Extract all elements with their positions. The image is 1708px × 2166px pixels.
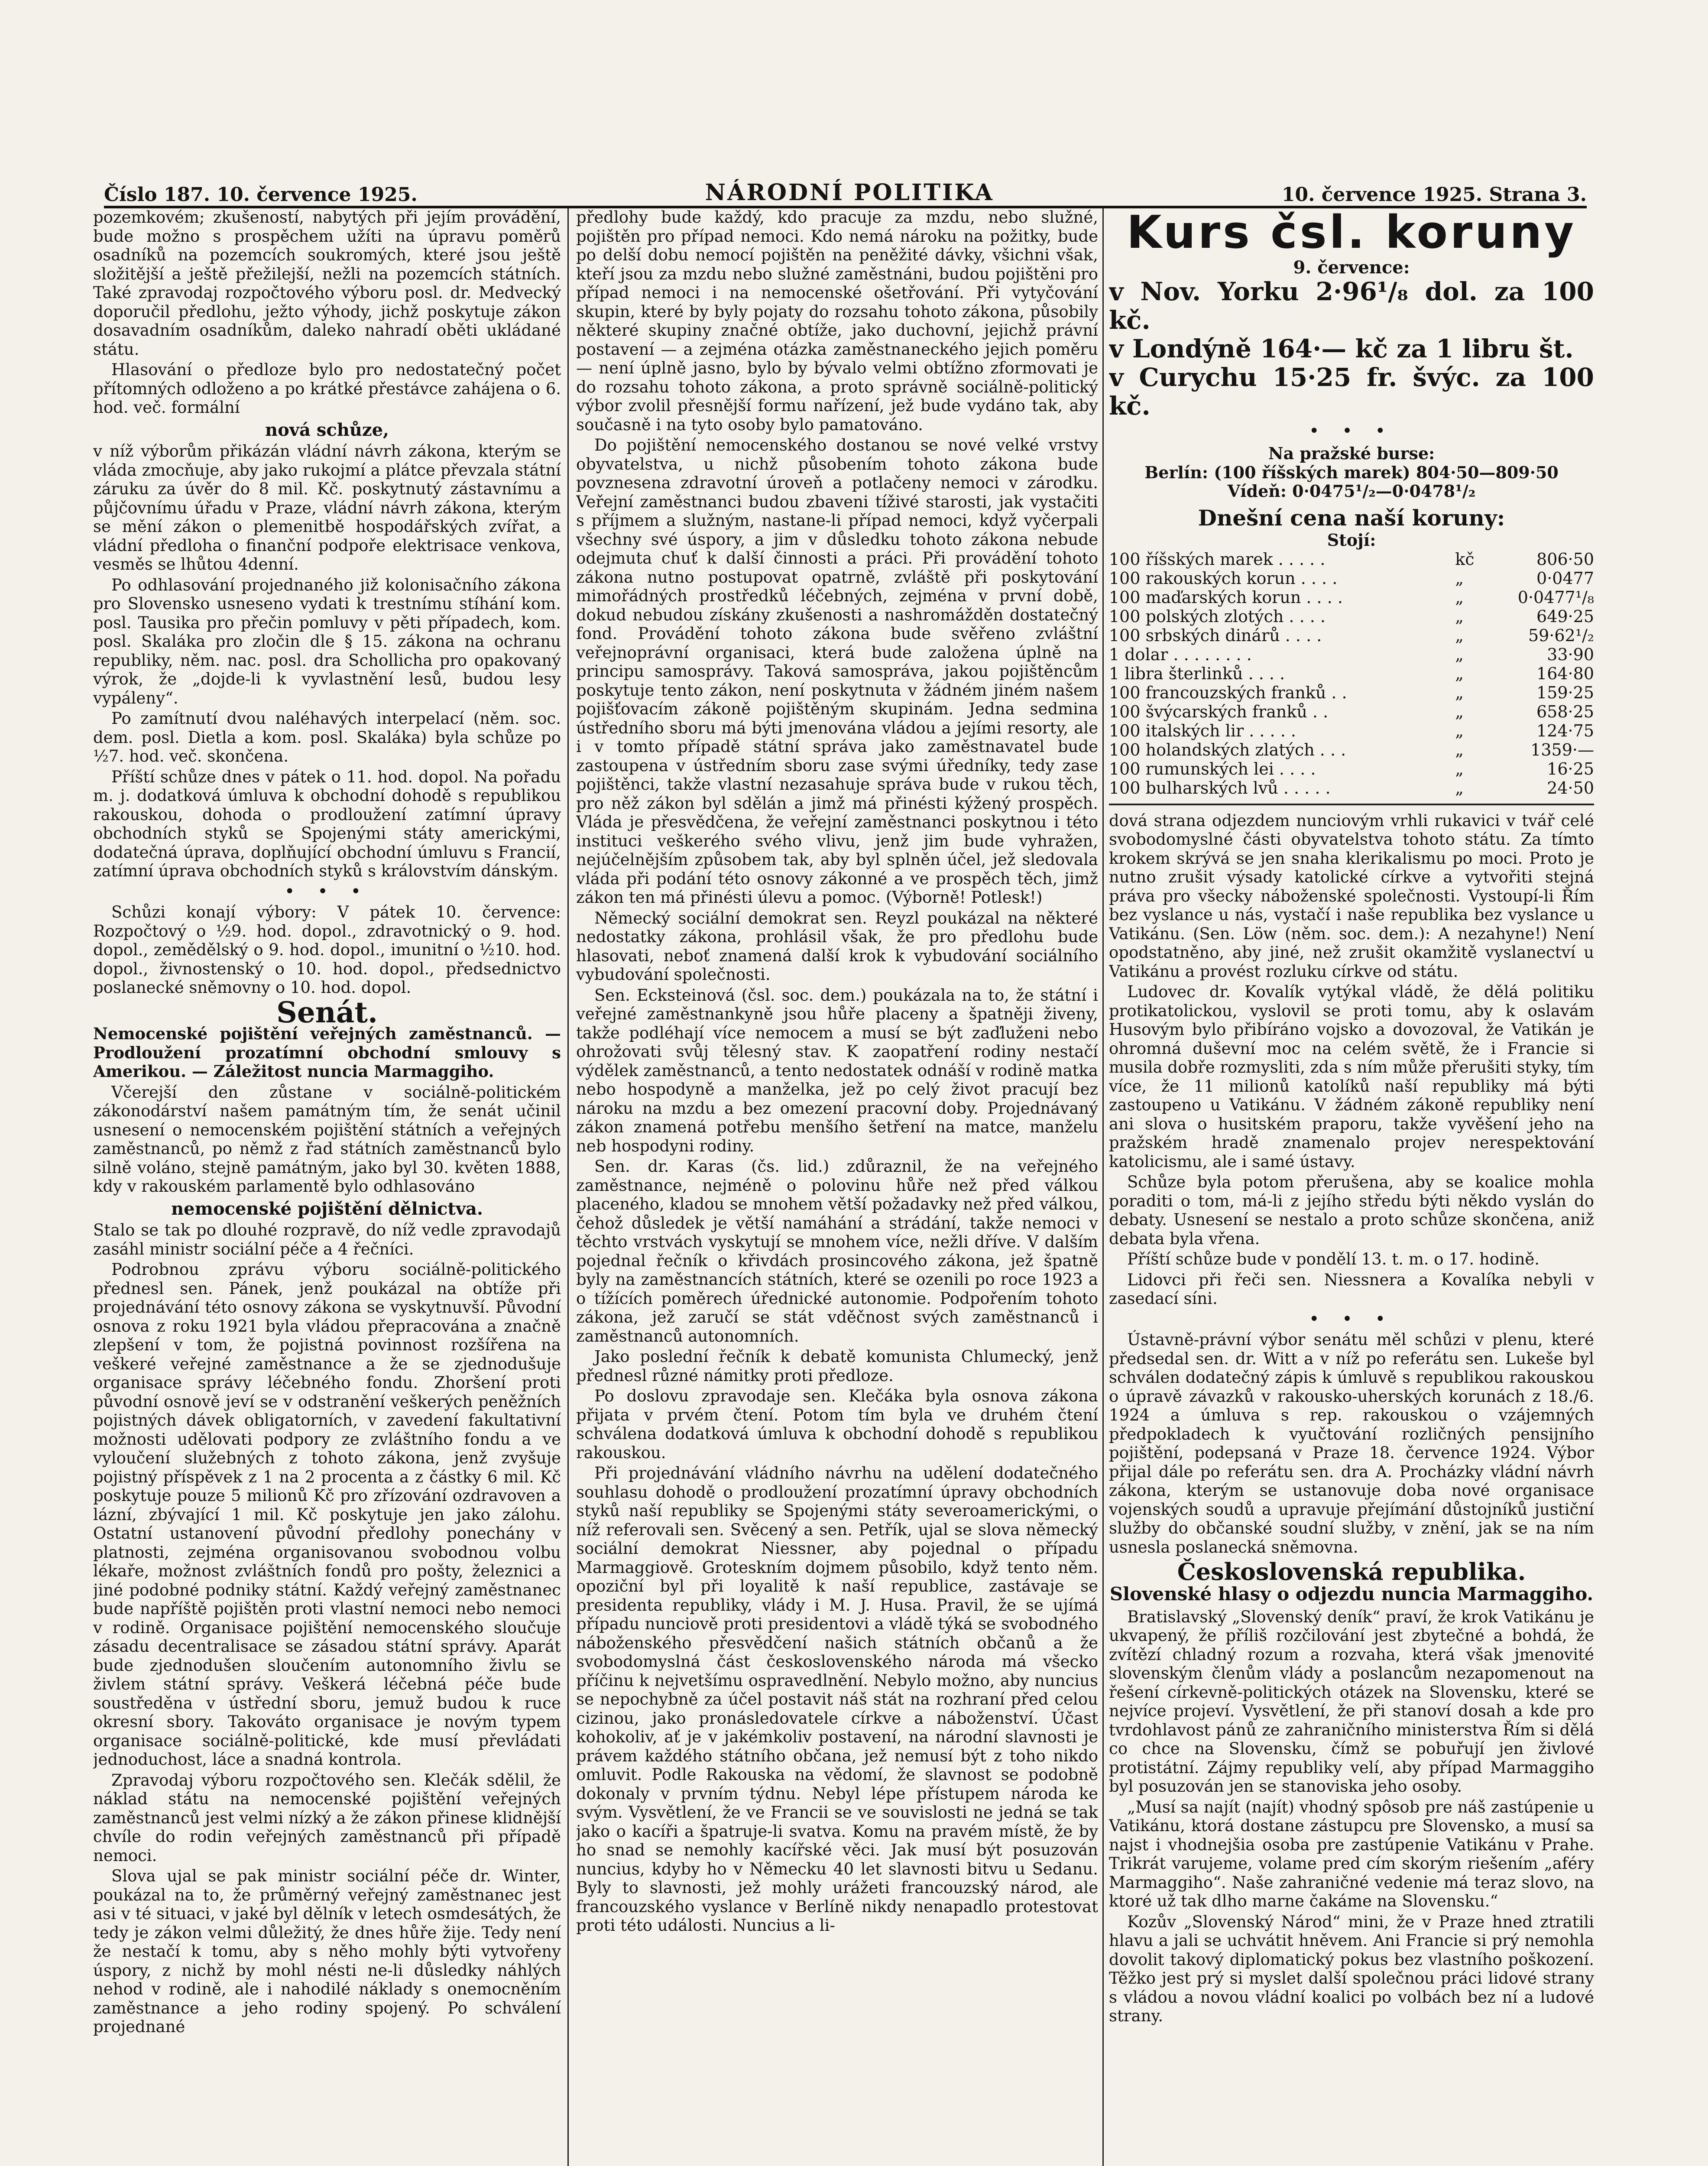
- currency-rate-table: [1109, 550, 1594, 798]
- rate-london: v Londýně 164·— kč za 1 libru št.: [1109, 334, 1574, 363]
- table-row: 100 polských zlotých . . . . „ 649·25: [1109, 606, 1594, 626]
- column-divider: [1102, 208, 1104, 2166]
- paragraph: Německý sociální demokrat sen. Reyzl poukázal na některé nedostatky zákona, prohlásil však, že pro předlohu bude hlasovati, neboť znamená další krok k vybudování sociálního vybudování společnosti.: [576, 908, 1098, 984]
- table-row: 100 bulharských lvů . . . . . „ 24·50: [1109, 778, 1594, 798]
- page-number: 10. července 1925. Strana 3.: [1281, 184, 1587, 206]
- burse-heading: Na pražské burse:: [1268, 444, 1435, 463]
- paragraph: Příští schůze dnes v pátek o 11. hod. dopol. Na pořadu m. j. dodatková úmluva k obchodní dohodě s republikou rakouskou, dohoda o prodloužení zatímní úpravy obchodních styků se Spojenými státy americkými, dodatečná úprava, doplňující obchodní úmluvu s Francií, zatímní úprava obchodních styků s královstvím dánským.: [93, 767, 561, 880]
- paragraph: Ludovec dr. Kovalík vytýkal vládě, že dělá politiku protikatolickou, vyslovil se proti tomu, aby k oslavám Husovým bylo přibíráno vojsko a dovozoval, že Vatikán je ohromná duševní moc na celém světě, že i Francie si musila dobře rozmysliti, zda s ním může přerušiti styky, tím více, že 11 milionů katolíků naší republiky má býti zastoupeno u Vatikánu. V žádném zákoně republiky není ani slova o husitském praporu, takže vyvěšení jeho na pražském hradě znamenalo projev nerespektování katolicismu, ale i samé ústavy.: [1109, 982, 1594, 1171]
- paragraph: dová strana odjezdem nunciovým vrhli rukavici v tvář celé svobodomyslné části obyvatelstva tohoto státu. Za tímto krokem skrývá se jen snaha klerikalismu po moci. Proto je nutno zrušit výsady katolické církve a vytvořiti stejná práva pro všecky náboženské společnosti. Vystoupí-li Řím bez vyslance u nás, vystačí i naše republika bez vyslance u Vatikánu. (Sen. Löw (něm. soc. dem.): A nezahyne!) Není opodstatněno, aby jiné, než zrušit okamžitě vyslanectví u Vatikánu a provést rozluku církve od státu.: [1109, 811, 1594, 981]
- today-price-heading: Dnešní cena naší koruny:: [1198, 505, 1505, 531]
- article-headline: Slovenské hlasy o odjezdu nuncia Marmaggiho.: [1109, 1583, 1594, 1605]
- paragraph: Kozův „Slovenský Národ“ mini, že v Praze hned ztratili hlavu a jali se uchvátit hněvem. Ani Francie si prý nemohla dovolit takový diplomatický pokus bez vlastního poškození. Těžko jest prý si myslet další společnou práci lidové strany s vládou a novou vládní koalici po volbách bez ní a ludové strany.: [1109, 1912, 1594, 2025]
- column-1: [93, 208, 561, 2166]
- paragraph: Lidovci při řeči sen. Niessnera a Kovalíka nebyli v zasedací síni.: [1109, 1270, 1594, 1308]
- column-2: [576, 208, 1098, 2166]
- exchange-rate-title: Kurs čsl. koruny: [1126, 208, 1577, 259]
- paragraph: Podrobnou zprávu výboru sociálně-politického přednesl sen. Pánek, jenž poukázal na obtíže při projednávání této osnovy zákona se vyskytnuvší. Původní osnova z roku 1921 byla vládou přepracována a značně zlepšení v tom, že pojistná povinnost rozšířena na veškeré veřejné zaměstnance a že se zjednodušuje organisace správy léčebného fondu. Zhoršení proti původní osnově jeví se v odstranění veškerých peněžních pojistných dávek obligatorních, v zavedení fakultativní možnosti udělovati podpory ze zvláštního fondu a ve vyloučení služebných z tohoto zákona, jenž zvyšuje pojistný příspěvek z 1 na 2 procenta a z částky 6 mil. Kč poskytuje pouze 5 milionů Kč pro zřízování ozdravoven a lázní, zbývající 1 mil. Kč poskytuje jen jako zálohu. Ostatní ustanovení původní předlohy ponechány v platnosti, zejména organisovanou svobodnou volbu lékaře, možnost zvláštních fondů pro pošty, železnici a jiné podobné podniky státní. Každý veřejný zaměstnanec bude napříště pojištěn proti vlastní nemoci nebo nemoci v rodině. Organisace pojištění nemocenského sloučuje zásadu decentralisace se zásadou státní správy. Aparát bude zjednodušen sloučením autonomního živlu se živlem státní správy. Veškerá léčebná péče bude soustředěna v ústřední sboru, jemuž budou k ruce okresní sbory. Takováto organisace je novým typem organisace sociálně-politické, kde musí převládati jednoduchost, láce a snadná kontrola.: [93, 1260, 561, 1769]
- paragraph: předlohy bude každý, kdo pracuje za mzdu, nebo služné, pojištěn pro případ nemoci. Kdo nemá nároku na požitky, bude po delší dobu nemocí pojištěn na peněžité dávky, všichni však, kteří jsou za mzdu nebo služné zaměstnáni, budou pojištěni pro případ nemoci i na nemocenské ošetřování. Při vytyčování skupin, které by byly pojaty do rozsahu tohoto zákona, působily některé skupiny značné obtíže, jako duchovní, jejichž právní postavení — a zejména otázka zaměstnaneckého jejich poměru — není úplně jasno, bylo by bývalo velmi obtížno zformovati je do rozsahu tohoto zákona, a proto správně sociálně-politický výbor zvolil přesnější formu nařízení, jež bude vydáno tak, aby současně i na tyto osoby bylo pamatováno.: [576, 208, 1098, 434]
- paragraph: Po odhlasování projednaného již kolonisačního zákona pro Slovensko usneseno vydati k trestnímu stíhání kom. posl. Tausika pro přečin pomluvy v pěti případech, kom. posl. Skaláka pro zločin dle § 15. zákona na ochranu republiky, něm. nac. posl. dra Schollicha pro opakovaný výrok, že „dojde-li k vyvlastnění lesů, budou lesy vypáleny“.: [93, 575, 561, 707]
- masthead: [104, 167, 1587, 208]
- burse-vienna: Vídeň: 0·0475¹/₂—0·0478¹/₂: [1227, 481, 1476, 501]
- table-row: 100 holandských zlatých . . . „ 1359·—: [1109, 740, 1594, 759]
- paragraph: Včerejší den zůstane v sociálně-politickém zákonodárství našem památným tím, že senát učinil usnesení o nemocenském pojištění státních a veřejných zaměstnanců, po němž z řad státních zaměstnanců bylo silně voláno, stejně památným, jako byl 30. květen 1888, kdy v rakouském parlamentě bylo odhlasováno: [93, 1083, 561, 1196]
- newspaper-title: NÁRODNÍ POLITIKA: [705, 179, 994, 206]
- rate-new-york: v Nov. Yorku 2·96¹/₈ dol. za 100 kč.: [1109, 276, 1594, 335]
- divider-line: [1109, 804, 1594, 805]
- issue-number: Číslo 187. 10. července 1925.: [104, 184, 418, 206]
- paragraph: Do pojištění nemocenského dostanou se nové velké vrstvy obyvatelstva, u nichž působením tohoto zákona bude povznesena zdravotní úroveň a potlačeny nemoci v zárodku. Veřejní zaměstnanci budou zbaveni tíživé starosti, jak vystačiti s příjmem a služným, nastane-li případ nemoci, když vyčerpali všechny své úspory, a jim v důsledku tohoto zákona nebude odejmuta chuť k další činnosti a práci. Při provádění tohoto zákona nutno postupovat opatrně, zvláště při poskytování mimořádných prostředků léčebných, zejména v první době, dokud nebudou získány zkušenosti a nashromážděn dostatečný fond. Provádění tohoto zákona bude svěřeno zvláštní veřejnoprávní organisaci, která bude založena úplně na principu samosprávy. Taková samospráva, jakou pojištěncům poskytuje tento zákon, není poskytnuta v žádném jiném našem pojišťovacím zákoně pojištěným skupinám. Jedna sedmina ústředního sboru má býti jmenována vládou a jejími resorty, ale i v tomto případě státní správa jako zaměstnavatel bude zastoupena v ústředním sboru zase svými úředníky, tedy zase pojištěnci, takže vlastní nezasahuje správa bude v rukou těch, pro něž zákon byl sdělán a jimž má přinésti kýžený prospěch. Vláda je přesvědčena, že veřejní zaměstnanci poskytnou i této instituci veškerého svého vlivu, jenž jim bude vyhražen, nejúčelnějším způsobem tak, aby byl splněn účel, jež sledovala vláda při podání této osnovy zákonné a ve prospěch těch, jimž zákon ten má přinésti úlevu a pomoc. (Výborně! Potlesk!): [576, 436, 1098, 907]
- paragraph: Sen. Ecksteinová (čsl. soc. dem.) poukázala na to, že státní i veřejné zaměstnankyně jsou hůře placeny a špatněji živeny, takže podléhají více nemocem a musí se být zaďluženi nebo ohrožovati svůj tělesný stav. K zaopatření rodiny nestačí výdělek zaměstnanců, a tento nedostatek odnáší v rodině matka nebo hospodyně a manželka, jež po celý život pracují bez nároku na mzdu a bez omezení pracovní doby. Projednávaný zákon znamená potřebu menšího šetření na matce, manželu neb hospodyni rodiny.: [576, 986, 1098, 1155]
- subheading: nová schůze,: [265, 419, 389, 440]
- paragraph: Schůzi konají výbory: V pátek 10. července: Rozpočtový o ½9. hod. dopol., zdravotnický o 9. hod. dopol., zemědělský o 9. hod. dopol., imunitní o ½10. hod. dopol., živnostenský o 10. hod. dopol., předsednictvo poslanecké sněmovny o 10. hod. dopol.: [93, 903, 561, 997]
- paragraph: Zpravodaj výboru rozpočtového sen. Klečák sdělil, že náklad státu na nemocenské pojištění veřejných zaměstnanců jest velmi nízký a že zákon přinese klidnější chvíle do rodin veřejných zaměstnanců při případě nemoci.: [93, 1770, 561, 1865]
- column-3: [1109, 208, 1594, 2166]
- exchange-rate-date: 9. července:: [1293, 257, 1410, 278]
- table-row: 100 francouzských franků . . „ 159·25: [1109, 683, 1594, 702]
- paragraph: Bratislavský „Slovenský deník“ praví, že krok Vatikánu je ukvapený, že příliš rozčilování jest zbytečné a bohdá, že zvítězí chladný rozum a rozvaha, která však jmenovité slovenským členům vlády a poslancům nezapomenout na řešení církevně-politických otázek na Slovensku, které se nejvíce projeví. Vysvětlení, že při stanoví dosah a kde pro tvrdohlavost pánů ze zahraničního ministerstva Řím si dělá co chce na Slovensku, čímž se pobuřují jen živlové protistátní. Zájmy republiky velí, aby případ Marmaggiho byl posuzován jen se stanoviska jeho osoby.: [1109, 1607, 1594, 1796]
- paragraph: v níž výborům přikázán vládní návrh zákona, kterým se vláda zmocňuje, aby jako rukojmí a plátce převzala státní záruku za úvěr do 8 mil. Kč. poskytnutý zástavnímu a půjčovnímu úřadu v Praze, vládní návrh zákona, kterým se mění zákon o plemenitbě hospodářských zvířat, a vládní předloha o finanční podpoře elektrisace venkova, vesměs se lhůtou 4denní.: [93, 442, 561, 574]
- paragraph: Schůze byla potom přerušena, aby se koalice mohla poraditi o tom, má-li z jejího středu býti někdo vyslán do debaty. Usnesení se nestalo a proto schůze skončena, aniž debata byla vřena.: [1109, 1173, 1594, 1248]
- table-row: 1 libra šterlinků . . . . „ 164·80: [1109, 664, 1594, 683]
- paragraph: Příští schůze bude v pondělí 13. t. m. o 17. hodině.: [1127, 1250, 1540, 1268]
- paragraph: „Musí sa najít (najít) vhodný spôsob pre náš zastúpenie u Vatikánu, ktorá dostane zástupcu pre Slovensko, a musí sa najst i vhodnejšia osoba pre zastúpenie Vatikánu v Prahe. Trikrát varujeme, volame pred cím skorým riešením „aféry Marmaggiho“. Naše zahraničné vedenie má teraz slovo, na ktoré už tak dlho marne čakáme na Slovensku.“: [1109, 1797, 1594, 1910]
- rate-zurich: v Curychu 15·25 fr. švýc. za 100 kč.: [1109, 362, 1594, 421]
- price-subheading: Stojí:: [1327, 530, 1376, 550]
- subheading: nemocenské pojištění dělnictva.: [171, 1198, 483, 1219]
- paragraph: Při projednávání vládního návrhu na udělení dodatečného souhlasu dohodě o prodloužení prozatímní úpravy obchodních styků naší republiky se Spojenými státy severoamerickými, o níž referovali sen. Svěcený a sen. Petřík, ujal se slova německý sociální demokrat Niessner, aby pojednal o případu Marmaggiově. Groteskním dojmem působilo, když tento něm. opoziční byl při loyalitě k naší republice, zastávaje se presidenta republiky, vlády i M. J. Husa. Pravil, že se ujímá případu nunciově proti presidentovi a vládě týká se svobodného náboženského přesvědčení našich státních občanů a že svobodomyslná část československého národa má všecko příčinu k nejvetšímu ospravedlnění. Nebylo možno, aby nuncius se nepochybně za účel postavit náš stát na rozhraní před celou cizinou, jako pronásledovatele církve a náboženství. Účast kohokoliv, ať je v jakémkoliv postavení, na národní slavnosti je právem každého státního občana, jež nemusí být z toho nikdo omluvit. Podle Rakouska na vědomí, že slavnost se podobně dokonaly v prvním týdnu. Nebyl lépe přístupem národa ke svým. Vysvětlení, že ve Francii se ve souvislosti ne jedná se tak jako o kacíři a špatruje-li svatva. Komu na pravém místě, že by ho snad se nemohly kacířské věci. Jak musí být posuzován nuncius, kdyby ho v Německu 40 let slavnosti bitvu u Sedanu. Byly to slavnosti, jež mohly urážeti francouzský národ, ale francouzského vyslance v Berlíně nikdy nenapadlo protestovat proti této události. Nuncius a li-: [576, 1464, 1098, 1935]
- table-row: 100 srbských dinárů . . . . „ 59·62¹/₂: [1109, 626, 1594, 645]
- paragraph: Po zamítnutí dvou naléhavých interpelací (něm. soc. dem. posl. Dietla a kom. posl. Skaláka) byla schůze po ½7. hod. več. skončena.: [93, 709, 561, 765]
- paragraph: Stalo se tak po dlouhé rozpravě, do níž vedle zpravodajů zasáhl ministr sociální péče a 4 řečníci.: [93, 1221, 561, 1258]
- column-divider: [567, 208, 569, 2166]
- paragraph: Sen. dr. Karas (čs. lid.) zdůraznil, že na veřejného zaměstnance, nejméně o polovinu hůře než před válkou placeného, kladou se mnohem větší požadavky než před válkou, čehož důsledek je větší namáhání a strádání, takže nemoci v těchto vrstvách vyskytují se mnohem více, nežli dříve. V dalším pojednal řečník o křivdách prosincového zákona, jež špatně byly na zaměstnancích státních, které se ozenili po roce 1923 a o tížících poměrech úřednické autonomie. Podpořením tohoto zákona, jež zaručí se stát vděčnost svých zaměstnanců i zaměstnanců autonomních.: [576, 1157, 1098, 1346]
- table-row: 100 rakouských korun . . . . „ 0·0477: [1109, 568, 1594, 588]
- table-row: 100 říšských marek . . . . . kč 806·50: [1109, 549, 1594, 569]
- separator-dots: • • •: [284, 881, 370, 901]
- section-summary: Nemocenské pojištění veřejných zaměstnanců. — Prodloužení prozatímní obchodní smlouvy s Amerikou. — Záležitost nuncia Marmaggiho.: [93, 1024, 561, 1081]
- table-row: 100 rumunských lei . . . . „ 16·25: [1109, 759, 1594, 778]
- section-title-republic: Československá republika.: [1177, 1558, 1526, 1586]
- section-title-senat: Senát.: [276, 995, 378, 1029]
- separator-dots: • • •: [1309, 421, 1394, 441]
- paragraph: Po doslovu zpravodaje sen. Klečáka byla osnova zákona přijata v prvém čtení. Potom tím byla ve druhém čtení schválena dodatková úmluva k obchodní dohodě s republikou rakouskou.: [576, 1387, 1098, 1462]
- table-row: 100 maďarských korun . . . . „ 0·0477¹/₈: [1109, 587, 1594, 607]
- table-row: 1 dolar . . . . . . . . „ 33·90: [1109, 645, 1594, 664]
- paragraph: Slova ujal se pak ministr sociální péče dr. Winter, poukázal na to, že průměrný veřejný zaměstnanec jest asi v té situaci, v jaké byl dělník v letech osmdesátých, že tedy je zákon velmi důležitý, že dnes hůře žije. Tedy není že nestačí k tomu, aby s něho mohly býti vytvořeny úspory, z nichž by mohl nésti ne-li důsledky náhlých nehod v rodině, ale i nahodilé náklady s onemocněním zaměstnance a jeho rodiny spojený. Po schválení projednané: [93, 1867, 561, 2036]
- separator-dots: • • •: [1309, 1309, 1394, 1329]
- paragraph: Ústavně-právní výbor senátu měl schůzi v plenu, které předsedal sen. dr. Witt a v níž po referátu sen. Lukeše byl schválen dodatečný zápis k úmluvě s republikou rakouskou o úpravě závazků v rakousko-uherských korunách z 18./6. 1924 a úmluva s rep. rakouskou o vzájemných předpokladech k vyučtování rozličných pensijního pojištění, podepsaná v Praze 18. července 1924. Výbor přijal dále po referátu sen. dra A. Procházky vládní návrh zákona, kterým se ustanovuje doba nové organisace vojenských soudů a upravuje přejímání důstojníků justiční služby do občanské soudní služby, v znění, jak se na ním usnesla poslanecká sněmovna.: [1109, 1330, 1594, 1556]
- paragraph: pozemkovém; zkušeností, nabytých při jejím provádění, bude možno s prospěchem užíti na úpravu poměrů osadníků na pozemcích soukromých, které jsou ještě složitější a ještě přežilejší, nežli na pozemcích státních. Také zpravodaj rozpočtového výboru posl. dr. Medvecký doporučil předlohu, ježto výhody, jichž poskytuje zákon dosavadním osadníkům, daleko nahradí oběti ukládané státu.: [93, 208, 561, 359]
- paragraph: Hlasování o předloze bylo pro nedostatečný počet přítomných odloženo a po krátké přestávce zahájena o 6. hod. več. formální: [93, 360, 561, 417]
- table-row: 100 švýcarských franků . . „ 658·25: [1109, 702, 1594, 721]
- paragraph: Jako poslední řečník k debatě komunista Chlumecký, jenž přednesl různé námitky proti předloze.: [576, 1347, 1098, 1385]
- table-row: 100 italských lir . . . . . „ 124·75: [1109, 721, 1594, 740]
- burse-berlin: Berlín: (100 říšských marek) 804·50—809·50: [1144, 462, 1559, 482]
